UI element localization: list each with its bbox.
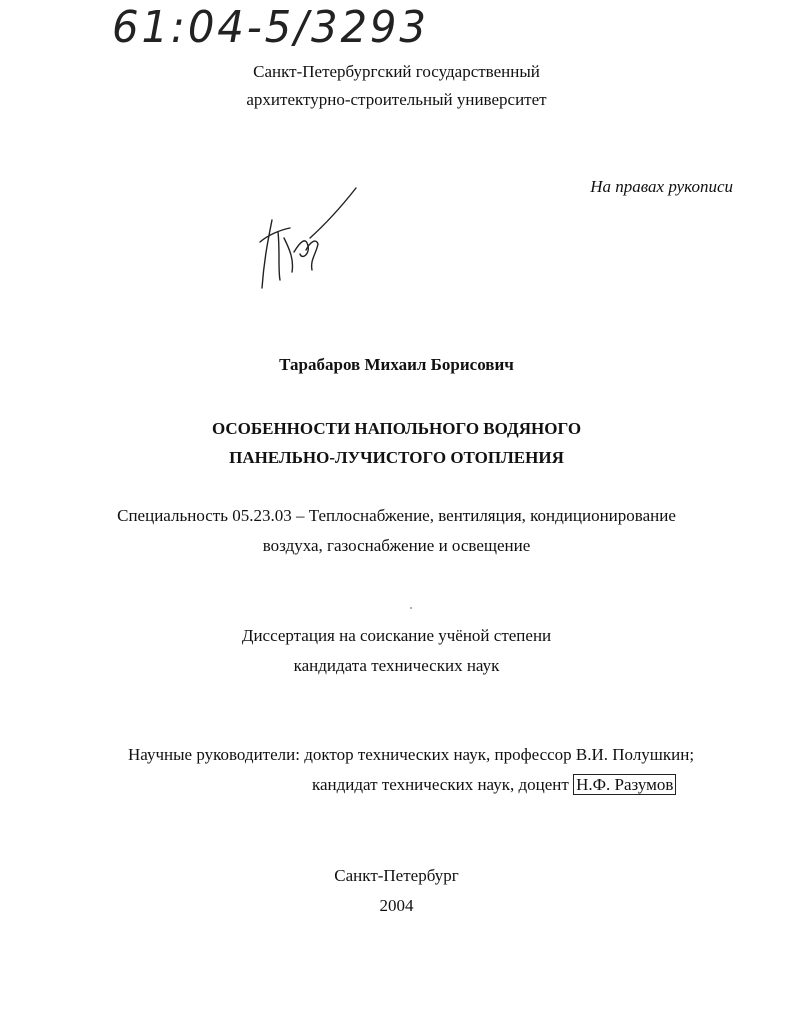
supervisor2-title: кандидат технических наук, доцент [312, 775, 569, 794]
supervisors-line2 [312, 775, 676, 795]
specialty-line2: воздуха, газоснабжение и освещение [262, 536, 531, 555]
dissertation-title-line1: ОСОБЕННОСТИ НАПОЛЬНОГО ВОДЯНОГО [211, 419, 582, 438]
year: 2004 [379, 896, 414, 915]
degree-line2: кандидата технических наук [293, 656, 500, 675]
scan-speck [410, 607, 412, 609]
dissertation-title-line2: ПАНЕЛЬНО-ЛУЧИСТОГО ОТОПЛЕНИЯ [229, 448, 564, 467]
rights-note: На правах рукописи [590, 177, 733, 196]
supervisors-line1: Научные руководители: доктор технических наук, профессор В.И. Полушкин; [128, 745, 695, 764]
degree-line1: Диссертация на соискание учёной степени [241, 626, 552, 645]
catalog-number-handwritten: 61:04-5/3293 [112, 2, 429, 53]
author-name: Тарабаров Михаил Борисович [279, 355, 514, 374]
university-name-line1: Санкт-Петербургский государственный [253, 62, 540, 81]
signature-icon [250, 180, 370, 295]
university-name-line2: архитектурно-строительный университет [246, 90, 547, 109]
city: Санкт-Петербург [334, 866, 459, 885]
specialty-line1: Специальность 05.23.03 – Теплоснабжение, вентиляция, кондиционирование [117, 506, 676, 525]
supervisor2-name: Н.Ф. Разумов [573, 774, 676, 795]
